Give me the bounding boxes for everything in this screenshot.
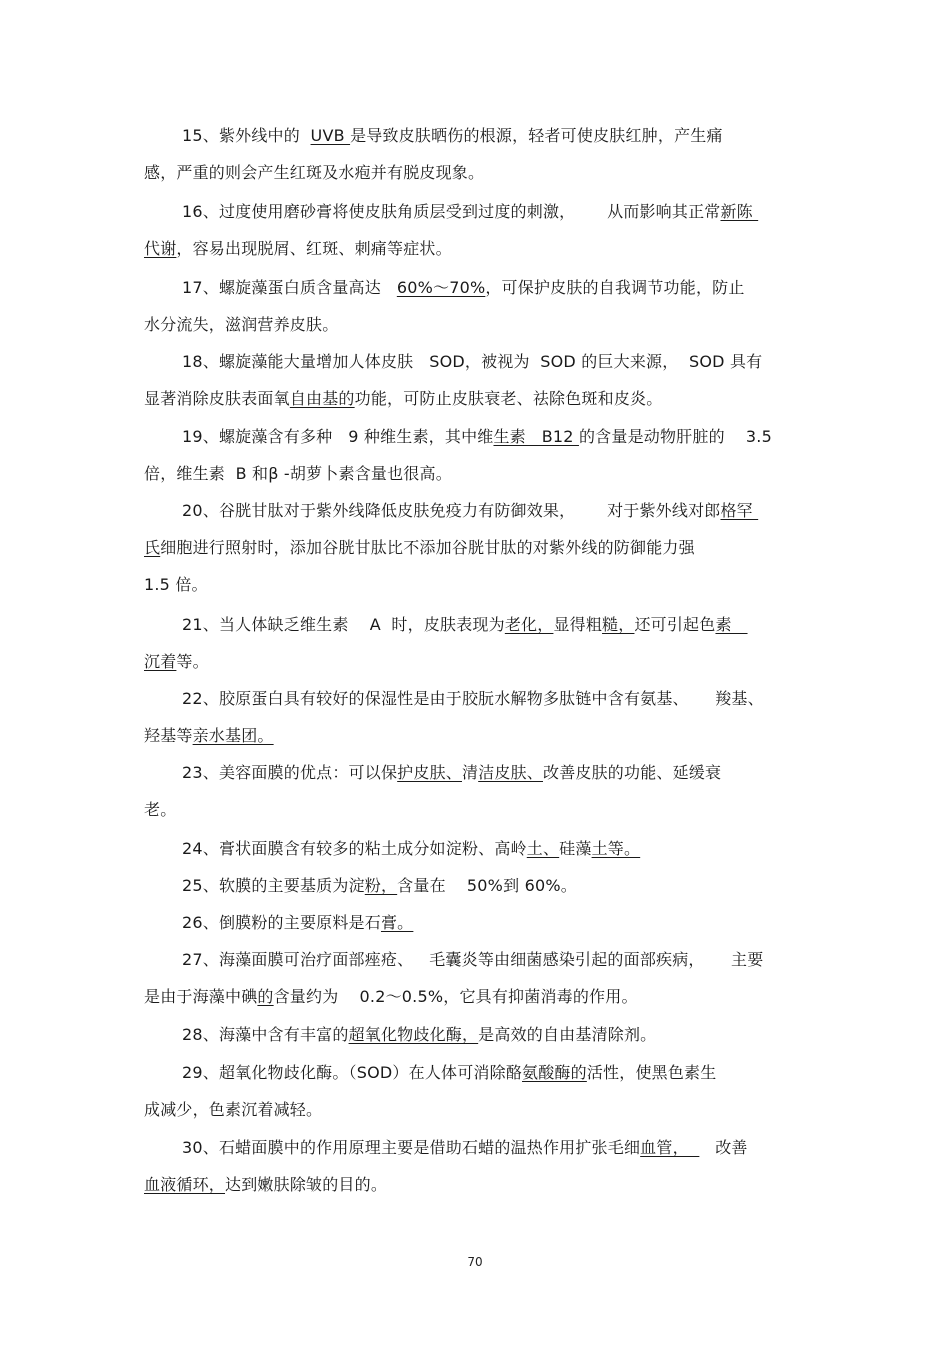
text-segment: 20、谷胱甘肽对于紫外线降低皮肤免疫力有防御效果， 对于紫外线对郎	[182, 501, 721, 520]
text-segment: 等。	[176, 652, 209, 671]
text-line	[182, 501, 758, 521]
text-segment: 29、超氧化物歧化酶。（SOD）在人体可消除酪	[182, 1063, 523, 1082]
text-line	[182, 950, 763, 970]
text-segment: 倍，维生素 B 和β -胡萝卜素含量也很高。	[144, 464, 452, 483]
text-segment: 水分流失，滋润营养皮肤。	[144, 315, 339, 334]
text-segment: 28、海藻中含有丰富的	[182, 1025, 349, 1044]
text-line	[144, 239, 452, 259]
text-line	[144, 575, 208, 595]
text-line	[144, 464, 452, 484]
underlined-answer: 膏。	[380, 913, 414, 932]
text-segment: 还可引起色	[634, 615, 716, 634]
underlined-answer: 糙，	[602, 615, 635, 634]
underlined-answer: 自由基的	[289, 389, 355, 408]
text-segment: 27、海藻面膜可治疗面部痤疮、 毛囊炎等由细菌感染引起的面部疾病， 主要	[182, 950, 764, 969]
text-segment: 25、软膜的主要基质为淀	[182, 876, 365, 895]
underlined-answer: 新陈	[720, 202, 759, 221]
underlined-answer: 老化，	[504, 615, 554, 634]
underlined-answer: 沉着	[144, 652, 177, 671]
underlined-answer: 氏	[144, 538, 161, 557]
underlined-answer: 超氧化物歧化酶，	[348, 1025, 479, 1044]
text-segment: ，容易出现脱屑、红斑、刺痛等症状。	[176, 239, 452, 258]
text-segment: 显著消除皮肤表面氧	[144, 389, 290, 408]
text-line	[182, 689, 764, 709]
text-line	[182, 126, 723, 146]
text-segment: 17、螺旋藻蛋白质含量高达	[182, 278, 397, 297]
text-line	[182, 1063, 716, 1083]
text-segment: 感，严重的则会产生红斑及水疱并有脱皮现象。	[144, 163, 485, 182]
text-segment: 23、美容面膜的优点：可以保	[182, 763, 398, 782]
text-segment: 24、膏状面膜含有较多的粘土成分如淀粉、高岭	[182, 839, 527, 858]
text-segment: 达到嫩肤除皱的目的。	[225, 1175, 388, 1194]
text-segment: 16、过度使用磨砂膏将使皮肤角质层受到过度的刺激， 从而影响其正常	[182, 202, 721, 221]
text-segment: 老。	[144, 800, 177, 819]
text-segment: 的含量是动物肝脏的 3.5	[578, 427, 772, 446]
text-line	[182, 1138, 748, 1158]
text-segment: 15、紫外线中的	[182, 126, 311, 145]
underlined-answer: 土、	[526, 839, 560, 858]
text-line	[182, 202, 758, 222]
text-line	[182, 763, 721, 783]
text-segment: 羟基等	[144, 726, 193, 745]
text-segment: 含量在 50%到 60%。	[397, 876, 577, 895]
text-line	[144, 652, 209, 672]
text-line	[144, 726, 274, 746]
underlined-answer: 生素 B12	[493, 427, 579, 446]
text-segment: 清	[461, 763, 479, 782]
text-line	[144, 315, 338, 335]
text-segment: ，可保护皮肤的自我调节功能，防止	[485, 278, 745, 297]
text-segment: 改善	[699, 1138, 748, 1157]
text-segment: 改善皮肤的功能、延缓衰	[543, 763, 722, 782]
text-segment: 含量约为 0.2～0.5%，它具有抑菌消毒的作用。	[273, 987, 638, 1006]
text-segment: 硅藻	[559, 839, 592, 858]
text-segment: 活性，使黑色素生	[586, 1063, 717, 1082]
underlined-answer: 亲水基团。	[192, 726, 274, 745]
text-segment: 18、螺旋藻能大量增加人体皮肤 SOD，被视为 SOD 的巨大来源， SOD 具有	[182, 352, 763, 371]
text-segment: 是高效的自由基清除剂。	[478, 1025, 657, 1044]
text-segment: 21、当人体缺乏维生素 A 时，皮肤表现为	[182, 615, 505, 634]
underlined-answer: 血液循环，	[144, 1175, 226, 1194]
page-number: 70	[467, 1255, 483, 1269]
text-line	[182, 1025, 656, 1045]
underlined-answer: 代谢	[144, 239, 177, 258]
underlined-answer: 60%～70%	[396, 278, 486, 297]
text-line	[144, 389, 662, 409]
text-segment: 1.5 倍。	[144, 575, 208, 594]
text-line	[182, 615, 748, 635]
text-line	[144, 1175, 387, 1195]
underlined-answer: 护皮肤、	[397, 763, 462, 782]
text-segment: 是由于海藻中碘	[144, 987, 258, 1006]
text-segment: 26、倒膜粉的主要原料是石	[182, 913, 381, 932]
underlined-answer: 粉，	[364, 876, 398, 895]
text-segment: 细胞进行照射时，添加谷胱甘肽比不添加谷胱甘肽的对紫外线的防御能力强	[160, 538, 695, 557]
text-line	[182, 839, 640, 859]
text-segment: 是导致皮肤晒伤的根源，轻者可使皮肤红肿，产生痛	[350, 126, 723, 145]
underlined-answer: UVB	[310, 126, 351, 145]
underlined-answer: 氨酸酶的	[522, 1063, 587, 1082]
text-segment: 成减少，色素沉着减轻。	[144, 1100, 323, 1119]
text-line	[144, 1100, 322, 1120]
underlined-answer: 的	[257, 987, 274, 1006]
underlined-answer: 洁皮肤、	[478, 763, 543, 782]
underlined-answer: 格罕	[720, 501, 759, 520]
text-line	[144, 987, 638, 1007]
text-segment: 30、石蜡面膜中的作用原理主要是借助石蜡的温热作用扩张毛细	[182, 1138, 641, 1157]
text-line	[144, 800, 176, 820]
text-line	[182, 427, 772, 447]
underlined-answer: 血管，	[640, 1138, 700, 1157]
text-line	[182, 278, 745, 298]
text-segment: 22、胶原蛋白具有较好的保湿性是由于胶朊水解物多肽链中含有氨基、 羧基、	[182, 689, 764, 708]
text-line	[182, 913, 413, 933]
text-line	[144, 538, 695, 558]
text-line	[182, 876, 577, 896]
text-segment: 功能，可防止皮肤衰老、祛除色斑和皮炎。	[354, 389, 663, 408]
underlined-answer: 土等。	[591, 839, 641, 858]
text-segment: 显得粗	[553, 615, 603, 634]
text-line	[182, 352, 762, 372]
text-segment: 19、螺旋藻含有多种 9 种维生素，其中维	[182, 427, 494, 446]
text-line	[144, 163, 484, 183]
underlined-answer: 素	[715, 615, 748, 634]
